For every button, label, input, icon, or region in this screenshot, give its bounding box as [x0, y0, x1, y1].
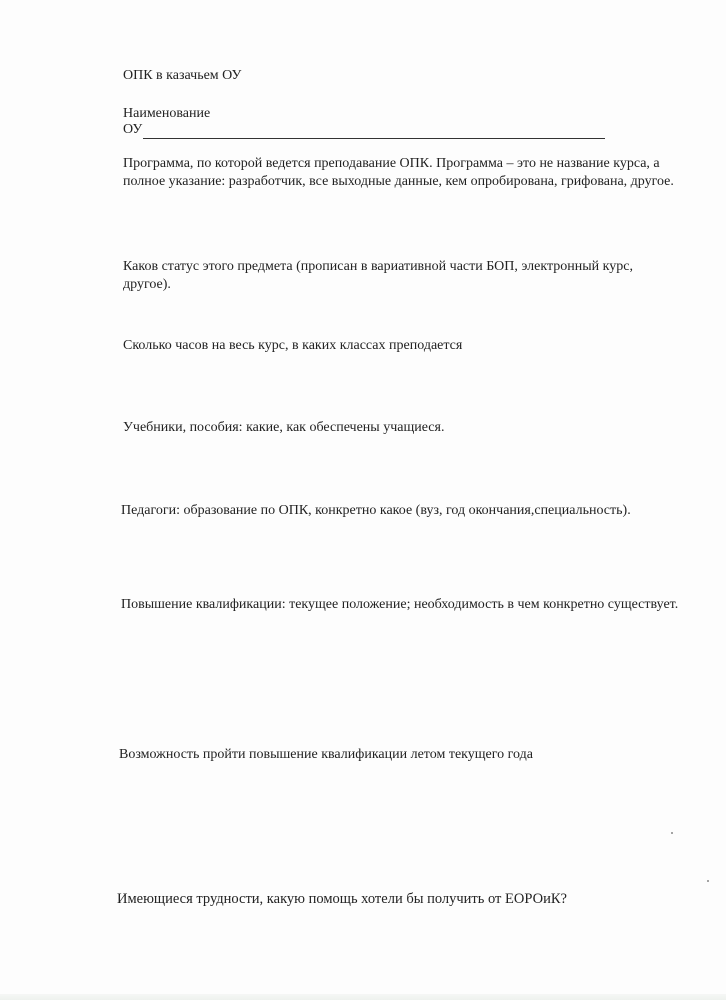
document-title: ОПК в казачьем ОУ	[123, 68, 242, 83]
question-teachers: Педагоги: образование по ОПК, конкретно какое (вуз, год окончания,специальность).	[121, 503, 631, 518]
question-program: Программа, по которой ведется преподавание ОПК. Программа – это не название курса, а полное указание: разработчик, все выходные данные, кем опробирована, грифована, другое.	[123, 156, 674, 189]
ou-blank-line	[143, 124, 605, 139]
scan-speck	[671, 832, 673, 834]
question-summer-training: Возможность пройти повышение квалификации летом текущего года	[119, 747, 533, 762]
question-subject-status: Каков статус этого предмета (прописан в вариативной части БОП, электронный курс, другое).	[123, 259, 633, 292]
scan-bottom-edge	[0, 994, 726, 1000]
question-difficulties: Имеющиеся трудности, какую помощь хотели бы получить от ЕОРОиК?	[117, 891, 567, 907]
question-hours: Сколько часов на весь курс, в каких классах преподается	[123, 338, 463, 353]
question-qualification: Повышение квалификации: текущее положение; необходимость в чем конкретно существует.	[121, 597, 679, 612]
ou-field	[123, 121, 683, 139]
name-label: Наименование	[123, 106, 211, 121]
scan-speck	[707, 880, 709, 882]
question-textbooks: Учебники, пособия: какие, как обеспечены учащиеся.	[123, 420, 445, 435]
ou-label: ОУ	[123, 122, 143, 137]
